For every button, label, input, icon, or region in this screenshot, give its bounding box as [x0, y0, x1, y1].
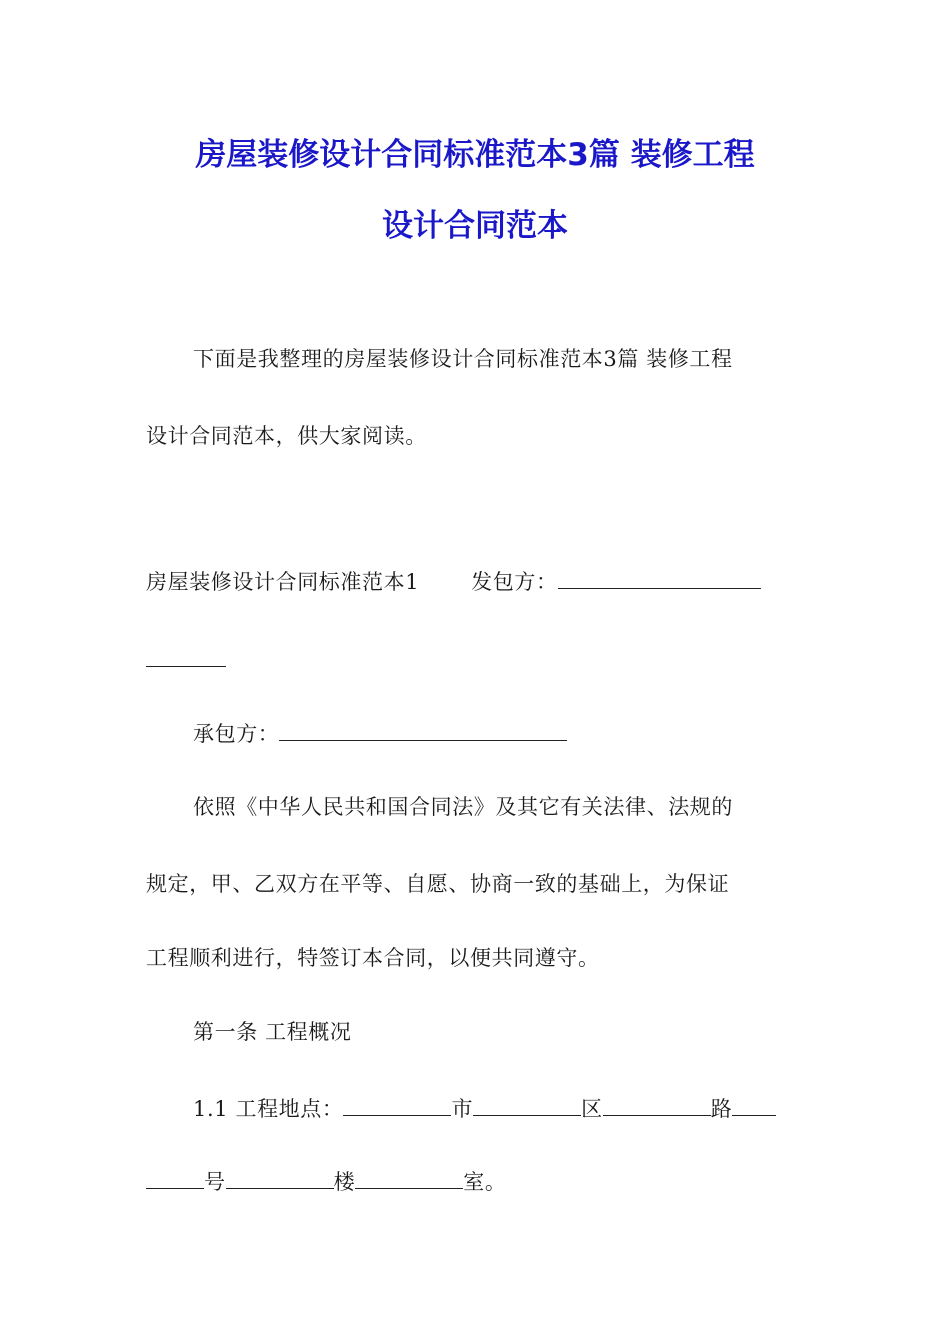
article-1-heading: 第一条 工程概况	[193, 1020, 352, 1044]
clause-1-1-label: 1.1 工程地点：	[193, 1097, 344, 1121]
unit-district: 区	[581, 1097, 603, 1121]
section-heading: 房屋装修设计合同标准范本1	[146, 570, 420, 594]
intro-line-1: 下面是我整理的房屋装修设计合同标准范本3篇 装修工程	[193, 347, 733, 371]
party-b-row	[193, 719, 567, 749]
road-blank	[603, 1097, 711, 1116]
clause-1-1-row	[193, 1094, 776, 1124]
unit-number: 号	[204, 1170, 226, 1194]
party-a-blank-continuation-row	[146, 645, 226, 675]
party-b-label: 承包方：	[193, 722, 280, 746]
intro-line-2: 设计合同范本，供大家阅读。	[146, 424, 427, 448]
unit-building: 楼	[333, 1170, 356, 1194]
paragraph-1-line-3: 工程顺利进行，特签订本合同，以便共同遵守。	[146, 946, 600, 970]
district-blank	[473, 1097, 581, 1116]
unit-road: 路	[710, 1097, 733, 1121]
unit-room: 室。	[463, 1170, 507, 1194]
party-a-blank	[558, 570, 761, 589]
unit-city: 市	[451, 1097, 474, 1121]
number-blank	[146, 1170, 204, 1189]
section-heading-row	[146, 567, 761, 597]
party-a-blank-continuation	[146, 648, 226, 667]
clause-1-1-continuation-row	[146, 1167, 506, 1197]
building-blank	[226, 1170, 334, 1189]
paragraph-1-line-2: 规定，甲、乙双方在平等、自愿、协商一致的基础上，为保证	[146, 872, 730, 896]
party-b-blank	[279, 722, 567, 741]
document-title-line-1: 房屋装修设计合同标准范本3篇 装修工程	[195, 137, 755, 173]
document-title-line-2: 设计合同范本	[382, 208, 568, 244]
city-blank	[343, 1097, 451, 1116]
room-blank	[355, 1170, 463, 1189]
paragraph-1-line-1: 依照《中华人民共和国合同法》及其它有关法律、法规的	[193, 795, 733, 819]
road-number-blank	[732, 1097, 776, 1116]
party-a-label: 发包方：	[471, 570, 558, 594]
